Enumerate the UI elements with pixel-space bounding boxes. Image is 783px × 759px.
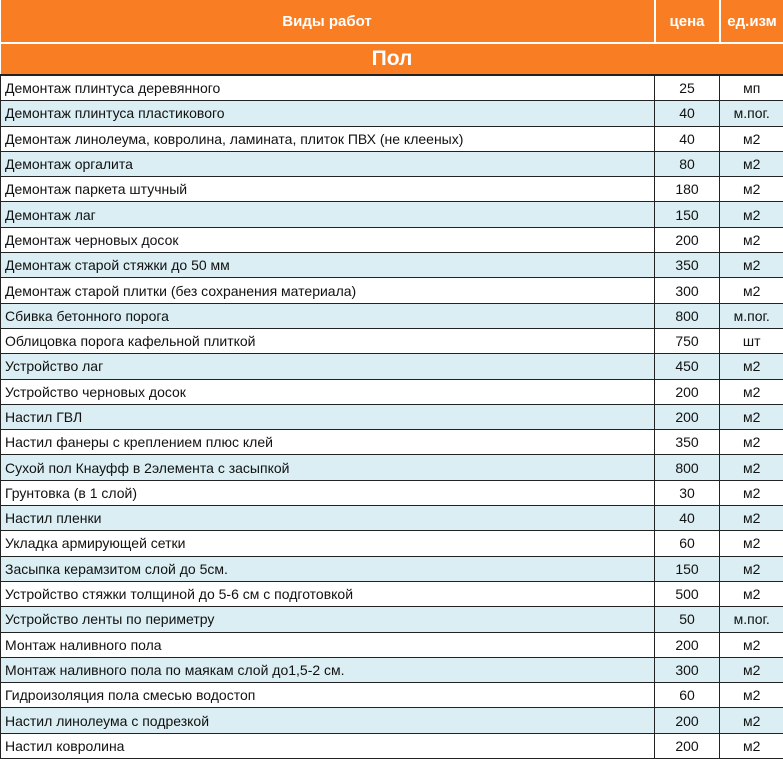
- row-unit-cell: м2: [720, 404, 783, 429]
- row-name-cell: Демонтаж плинтуса пластикового: [1, 101, 655, 126]
- row-unit-cell: м2: [720, 480, 783, 505]
- table-row: [1, 253, 783, 278]
- row-name-cell: Демонтаж линолеума, ковролина, ламината, плиток ПВХ (не клееных): [1, 126, 655, 151]
- row-price-cell: 200: [655, 227, 720, 252]
- row-name-cell: Укладка армирующей сетки: [1, 531, 655, 556]
- row-unit-cell: м.пог.: [720, 303, 783, 328]
- row-unit-cell: м2: [720, 354, 783, 379]
- row-name-cell: Демонтаж оргалита: [1, 151, 655, 176]
- row-unit-cell: м2: [720, 506, 783, 531]
- row-name-cell: Настил фанеры с креплением плюс клей: [1, 430, 655, 455]
- row-name-cell: Настил ГВЛ: [1, 404, 655, 429]
- table-row: [1, 177, 783, 202]
- table-row: [1, 430, 783, 455]
- table-row: [1, 607, 783, 632]
- row-price-cell: 500: [655, 581, 720, 606]
- row-price-cell: 50: [655, 607, 720, 632]
- row-unit-cell: шт: [720, 328, 783, 353]
- row-price-cell: 200: [655, 379, 720, 404]
- row-unit-cell: м2: [720, 253, 783, 278]
- row-name-cell: Настил линолеума с подрезкой: [1, 708, 655, 733]
- row-price-cell: 180: [655, 177, 720, 202]
- row-name-cell: Грунтовка (в 1 слой): [1, 480, 655, 505]
- row-name-cell: Демонтаж плинтуса деревянного: [1, 75, 655, 101]
- table-row: [1, 328, 783, 353]
- row-unit-cell: м2: [720, 531, 783, 556]
- header-price: цена: [655, 0, 720, 43]
- row-name-cell: Демонтаж старой плитки (без сохранения материала): [1, 278, 655, 303]
- row-name-cell: Демонтаж старой стяжки до 50 мм: [1, 253, 655, 278]
- row-name-cell: Устройство лаг: [1, 354, 655, 379]
- row-unit-cell: м2: [720, 278, 783, 303]
- row-price-cell: 40: [655, 101, 720, 126]
- row-unit-cell: м2: [720, 202, 783, 227]
- row-price-cell: 60: [655, 531, 720, 556]
- row-price-cell: 25: [655, 75, 720, 101]
- row-unit-cell: м2: [720, 683, 783, 708]
- row-price-cell: 800: [655, 303, 720, 328]
- row-price-cell: 800: [655, 455, 720, 480]
- row-unit-cell: м2: [720, 632, 783, 657]
- table-row: [1, 657, 783, 682]
- section-row: [1, 43, 783, 75]
- table-row: [1, 126, 783, 151]
- row-price-cell: 750: [655, 328, 720, 353]
- row-unit-cell: м2: [720, 177, 783, 202]
- table-row: [1, 101, 783, 126]
- table-row: [1, 379, 783, 404]
- row-unit-cell: м2: [720, 581, 783, 606]
- row-price-cell: 200: [655, 733, 720, 758]
- row-unit-cell: м2: [720, 708, 783, 733]
- row-unit-cell: м2: [720, 151, 783, 176]
- table-row: [1, 151, 783, 176]
- header-work-types: Виды работ: [1, 0, 655, 43]
- row-name-cell: Демонтаж лаг: [1, 202, 655, 227]
- row-name-cell: Монтаж наливного пола: [1, 632, 655, 657]
- row-unit-cell: м2: [720, 556, 783, 581]
- table-row: [1, 303, 783, 328]
- row-unit-cell: м2: [720, 126, 783, 151]
- row-name-cell: Монтаж наливного пола по маякам слой до1,5-2 см.: [1, 657, 655, 682]
- row-unit-cell: м.пог.: [720, 101, 783, 126]
- table-row: [1, 354, 783, 379]
- table-row: [1, 556, 783, 581]
- row-name-cell: Устройство стяжки толщиной до 5-6 см с подготовкой: [1, 581, 655, 606]
- row-price-cell: 450: [655, 354, 720, 379]
- table-row: [1, 708, 783, 733]
- table-row: [1, 531, 783, 556]
- row-name-cell: Сухой пол Кнауфф в 2элемента с засыпкой: [1, 455, 655, 480]
- row-name-cell: Устройство ленты по периметру: [1, 607, 655, 632]
- row-name-cell: Демонтаж черновых досок: [1, 227, 655, 252]
- row-name-cell: Устройство черновых досок: [1, 379, 655, 404]
- row-name-cell: Засыпка керамзитом слой до 5см.: [1, 556, 655, 581]
- row-unit-cell: м2: [720, 430, 783, 455]
- table-row: [1, 506, 783, 531]
- row-price-cell: 40: [655, 506, 720, 531]
- table-row: [1, 404, 783, 429]
- table-row: [1, 632, 783, 657]
- row-name-cell: Настил ковролина: [1, 733, 655, 758]
- row-name-cell: Настил пленки: [1, 506, 655, 531]
- row-unit-cell: м2: [720, 657, 783, 682]
- row-price-cell: 80: [655, 151, 720, 176]
- row-unit-cell: м2: [720, 733, 783, 758]
- section-title: Пол: [1, 43, 783, 75]
- table-row: [1, 480, 783, 505]
- row-price-cell: 30: [655, 480, 720, 505]
- row-price-cell: 200: [655, 404, 720, 429]
- table-header-row: [1, 0, 783, 43]
- row-unit-cell: м2: [720, 379, 783, 404]
- table-row: [1, 455, 783, 480]
- table-row: [1, 202, 783, 227]
- row-price-cell: 200: [655, 632, 720, 657]
- table-row: [1, 278, 783, 303]
- row-price-cell: 200: [655, 708, 720, 733]
- row-name-cell: Демонтаж паркета штучный: [1, 177, 655, 202]
- row-name-cell: Гидроизоляция пола смесью водостоп: [1, 683, 655, 708]
- table-row: [1, 581, 783, 606]
- row-unit-cell: мп: [720, 75, 783, 101]
- row-price-cell: 40: [655, 126, 720, 151]
- row-unit-cell: м.пог.: [720, 607, 783, 632]
- row-unit-cell: м2: [720, 455, 783, 480]
- header-unit: ед.изм: [720, 0, 783, 43]
- row-price-cell: 150: [655, 556, 720, 581]
- table-row: [1, 683, 783, 708]
- row-name-cell: Облицовка порога кафельной плиткой: [1, 328, 655, 353]
- table-row: [1, 227, 783, 252]
- row-price-cell: 300: [655, 278, 720, 303]
- row-unit-cell: м2: [720, 227, 783, 252]
- row-price-cell: 60: [655, 683, 720, 708]
- row-price-cell: 150: [655, 202, 720, 227]
- row-price-cell: 300: [655, 657, 720, 682]
- row-price-cell: 350: [655, 253, 720, 278]
- table-row: [1, 733, 783, 758]
- row-name-cell: Сбивка бетонного порога: [1, 303, 655, 328]
- table-row: [1, 75, 783, 101]
- row-price-cell: 350: [655, 430, 720, 455]
